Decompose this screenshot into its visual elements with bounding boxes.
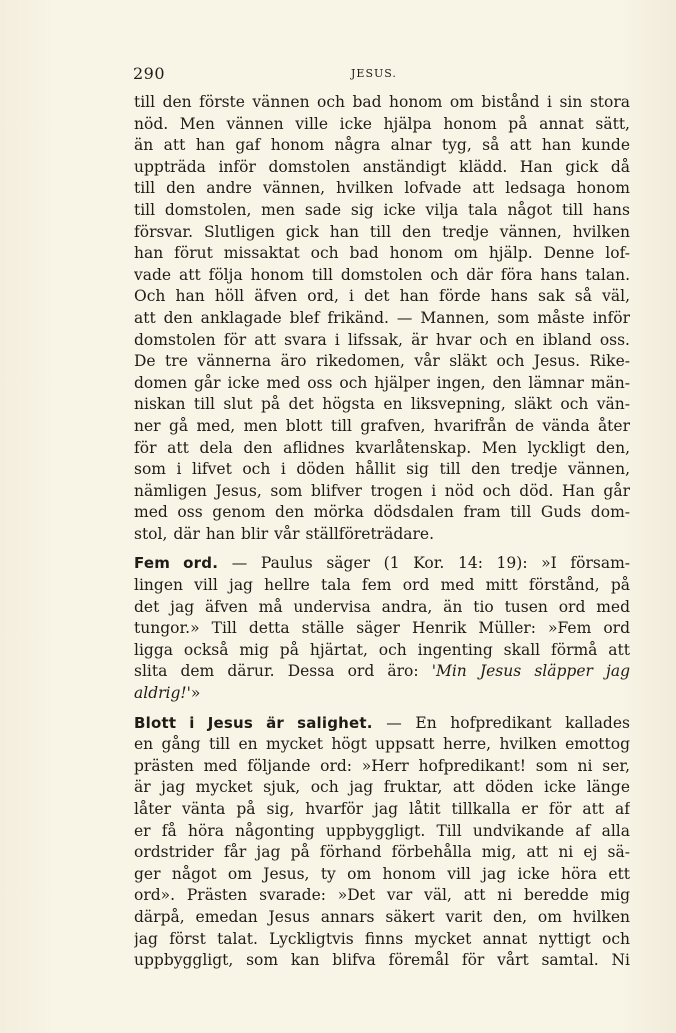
closing-guillemet: » bbox=[190, 684, 201, 703]
running-head: JESUS. bbox=[351, 67, 397, 80]
section-first-line-text: — En hofpredikant kallades bbox=[386, 713, 630, 732]
text-line: därpå, emedan Jesus annars säkert varit den, om hvilken bbox=[134, 907, 630, 926]
text-line: vade att följa honom till domstolen och där föra hans talan. bbox=[134, 265, 630, 284]
text-line: till den andre vännen, hvilken lofvade att ledsaga honom bbox=[134, 179, 630, 198]
text-line: ligga också mig på hjärtat, och ingenting skall förmå att bbox=[134, 640, 630, 659]
text-line: nämligen Jesus, som blifver trogen i nöd och död. Han går bbox=[134, 481, 630, 500]
text-line bbox=[134, 661, 630, 683]
text-line: De tre vännerna äro rikedomen, vår släkt och Jesus. Rike- bbox=[134, 352, 630, 371]
text-line: nöd. Men vännen ville icke hjälpa honom på annat sätt, bbox=[134, 114, 630, 133]
text-line: prästen med följande ord: »Herr hofpredikant! som ni ser, bbox=[134, 756, 630, 775]
text-line: ord». Prästen svarade: »Det var väl, att ni beredde mig bbox=[134, 886, 630, 905]
text-line: lingen vill jag hellre tala fem ord med mitt förstånd, på bbox=[134, 576, 630, 595]
text-line: till domstolen, men sade sig icke vilja tala något till hans bbox=[134, 200, 630, 219]
text-line: stol, där han blir vår ställföreträdare. bbox=[134, 524, 435, 543]
text-line: Och han höll äfven ord, i det han förde hans sak så väl, bbox=[134, 287, 630, 306]
text-line: med oss genom den mörka dödsdalen fram till Guds dom- bbox=[134, 503, 630, 522]
text-line: ger något om Jesus, ty om honom vill jag icke höra ett bbox=[134, 864, 630, 883]
section-heading: Fem ord. bbox=[134, 554, 219, 573]
text-line: jag först talat. Lyckligtvis finns mycket annat nyttigt och bbox=[134, 929, 630, 948]
text-line: försvar. Slutligen gick han till den tredje vännen, hvilken bbox=[134, 222, 630, 241]
section-first-line-text: — Paulus säger (1 Kor. 14: 19): »I försam- bbox=[231, 554, 630, 573]
text-fragment: slita dem därur. Dessa ord äro: bbox=[134, 662, 419, 681]
text-line: uppträda inför domstolen anständigt klädd. Han gick då bbox=[134, 157, 630, 176]
page-number: 290 bbox=[133, 64, 166, 83]
text-line bbox=[134, 683, 630, 705]
section-first-line bbox=[134, 553, 630, 575]
section-first-line bbox=[134, 713, 630, 735]
text-line: som i lifvet och i döden hållit sig till den tredje vännen, bbox=[134, 460, 630, 479]
text-line: domstolen för att svara i lifssak, är hvar och en ibland oss. bbox=[134, 330, 630, 349]
text-line: ner gå med, men blott till grafven, hvarifrån de vända åter bbox=[134, 416, 630, 435]
text-line: uppbyggligt, som kan blifva föremål för vårt samtal. Ni bbox=[134, 951, 630, 970]
body-text bbox=[134, 92, 630, 972]
text-line: niskan till slut på det högsta en liksvepning, släkt och vän- bbox=[134, 395, 630, 414]
text-line: är jag mycket sjuk, och jag fruktar, att döden icke länge bbox=[134, 778, 630, 797]
text-line: att den anklagade blef frikänd. — Mannen, som måste inför bbox=[134, 308, 630, 327]
section-heading: Blott i Jesus är salighet. bbox=[134, 713, 373, 732]
text-line: till den förste vännen och bad honom om bistånd i sin stora bbox=[134, 93, 630, 111]
text-line: för att dela den aflidnes kvarlåtenskap. Men lyckligt den, bbox=[134, 438, 630, 457]
text-line: domen går icke med oss och hjälper ingen, den lämnar män- bbox=[134, 373, 630, 392]
text-line: tungor.» Till detta ställe säger Henrik Müller: »Fem ord bbox=[134, 619, 630, 638]
text-line: er få höra någonting uppbyggligt. Till undvikande af alla bbox=[134, 821, 630, 840]
text-line: en gång till en mycket högt uppsatt herre, hvilken emottog bbox=[134, 735, 630, 754]
page-header bbox=[133, 64, 629, 86]
text-line: än att han gaf honom några alnar tyg, så att han kunde bbox=[134, 136, 630, 155]
text-line: ordstrider får jag på förhand förbehålla mig, att ni ej sä- bbox=[134, 843, 630, 862]
italic-quote: 'Min Jesus släpper jag bbox=[431, 662, 630, 681]
italic-quote-end: aldrig!' bbox=[134, 684, 191, 703]
text-line: låter vänta på sig, hvarför jag låtit tillkalla er för att af bbox=[134, 800, 630, 818]
text-line: det jag äfven må undervisa andra, än tio tusen ord med bbox=[134, 597, 630, 616]
text-line: han förut missaktat och bad honom om hjälp. Denne lof- bbox=[134, 244, 630, 263]
